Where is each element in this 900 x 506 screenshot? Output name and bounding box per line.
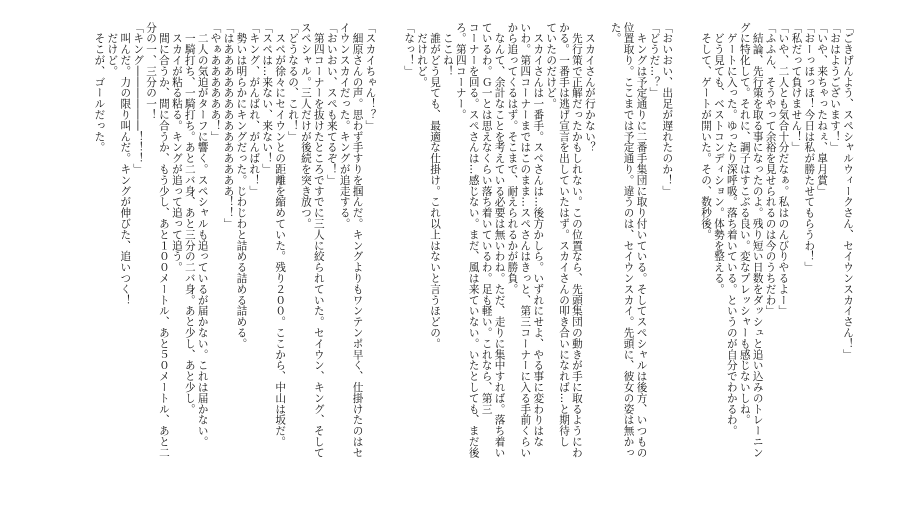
text-line: ていたのだけど。: [545, 22, 558, 110]
text-line: 「おいおい、スペも来てるぞ！」: [325, 22, 338, 186]
text-line: スペシャル。三人だけが後続を突き放つ。: [299, 22, 312, 230]
text-line: 「おはようございます！」: [829, 22, 842, 153]
text-line: どう見ても、ベストコンディション。体勢を整える。: [712, 22, 725, 295]
text-line: ゲートに入った。ゆったり深呼吸。落ち着いている。というのが自分でわかるわ。: [725, 22, 738, 437]
text-line: コーナーを回る。スペさんは…感じない。まだ、風は来ていない。いたとしても、まだ後: [467, 22, 480, 458]
text-line: 「いや、二人とも気合十分だなぁ。私はのんびりやるよー」: [777, 22, 790, 317]
text-line: 「スペは…来ない、来ない！」: [261, 22, 274, 175]
text-line: いわ。第四コーナーまではこのまま…スペさんはきっと、第三コーナーに入る手前くらい: [519, 22, 532, 458]
text-line: 「おーっほっほ！今日は私が勝たせてもらうわ！」: [803, 22, 816, 273]
vertical-text-body: [24, 22, 854, 492]
text-line: スカイさんが行かない？: [583, 22, 596, 153]
text-line: 叫んだ。力の限り叫んだ。キングが伸びた、追いつく！: [119, 22, 132, 306]
text-line: 二人の気迫がターフに響く。スペシャルも追っているが届かない。これは届かない。: [196, 22, 209, 448]
text-line: だけど。: [106, 22, 119, 77]
text-line: キングは予定通りに二番手集団に取り付いている。そしてスペシャルは後方、いつもの: [635, 22, 648, 458]
text-line: 「いや、来ちゃったねぇ、皐月賞」: [816, 22, 829, 197]
text-line: そこが、ゴールだった。: [93, 22, 106, 153]
text-line: 細原さんの声。思わず手すりを掴んだ。キングよりもワンテンポ早く、仕掛けたのはセ: [351, 22, 364, 458]
text-line: 間に合うか、間に合うか、もう少し、あと１００メートル、あと５０メートル、あと二: [157, 22, 170, 458]
text-line: 誰がどう見ても、最適な仕掛け。これ以上はないと言うほどの。: [429, 22, 441, 349]
text-line: 「どうなるの、これ！」: [287, 22, 300, 142]
text-line: 「やぁああああああ！」: [209, 22, 222, 142]
text-line: スカイが粘る粘る。キングが追って追って追う。: [170, 22, 183, 273]
text-line: 「どうだ…？」: [648, 22, 661, 99]
text-line: ているわ。Ｇ一とは思えなくらい落ち着いているわ。足も軽い。これなら、第三: [480, 22, 493, 415]
blank-line: [389, 22, 402, 492]
text-line: ろ。第四コーナー。: [454, 22, 467, 121]
text-line: 「私だって負けません！」: [790, 22, 803, 153]
blank-line: [596, 22, 609, 492]
text-line: かる。一番手は逃げ宣言を出していたはず。スカイさんの叩き合いになれば…と期待し: [558, 22, 571, 448]
text-line: 「ふふん、そうやって余裕を見せられるのは今のうちだわ」: [764, 22, 777, 317]
blank-line: [673, 22, 686, 492]
text-line: だけれど。: [416, 22, 429, 88]
blank-line: [686, 22, 699, 492]
text-line: た。: [609, 22, 622, 44]
text-line: 「ごきげんよう、スペシャルウィークさん、セイウンスカイさん！」: [842, 22, 854, 360]
text-line: 「なっ！」: [403, 22, 416, 77]
text-line: 「キング、がんばれ、がんばれ！」: [248, 22, 261, 197]
text-line: スカイさんは一番手。スペさんは…後方かしら。いずれにせよ、やる事に変わりはな: [532, 22, 545, 448]
text-line: ここね！: [441, 22, 454, 77]
text-line: 勢いは明らかにキングだった。じわじわと詰める詰める詰める。: [235, 22, 248, 349]
text-line: スペが徐々にセイウンとの距離を縮めていた。残り２００。ここから、中山は坂だ。: [274, 22, 287, 448]
text-line: イウンスカイだった。キングが追走する。: [338, 22, 351, 230]
text-line: 「はああああああああああああああ！！」: [222, 22, 235, 230]
text-line: 「おいおい、出足が遅れたのか！」: [661, 22, 674, 197]
text-line: そして、ゲートが開いた。その、数秒後。: [700, 22, 713, 240]
text-line: グに特化して。それに、調子はすこぶる良い。変なプレッシャーも感じないしね。: [738, 22, 751, 426]
text-line: なんて、余計なことを考えている必要は無いわね。ただ、走りに集中すれば。落ち着い: [493, 22, 506, 458]
text-line: 「スカイちゃん！？」: [364, 22, 377, 131]
text-line: 第四コーナーを抜けたところですでに三人に絞られていた。セイウン、キング、そして: [312, 22, 325, 458]
text-line: 結論、先行策を取る事になったのよ。残り短い日数をダッシュと追い込みのトレーニン: [751, 22, 764, 458]
text-line: 一騎打ち、一騎打ち。あと二バ身、あと三分の二バ身。あと少し、あと少し。: [183, 22, 196, 415]
text-line: 先行策で正解だったかもしれない。この位置なら、先頭集団の動きが手に取るようにわ: [570, 22, 583, 458]
text-line: から追ってくるはず。そこまで、耐えられるかが勝負。: [506, 22, 519, 295]
text-line: 位置取り。ここまでは予定通り。違うのは、セイウンスカイ。先頭に、彼女の姿は無かっ: [622, 22, 635, 458]
blank-line: [376, 22, 389, 492]
text-line: 分の一、三分の一！: [145, 22, 158, 121]
text-line: 「キング――――――！！！」: [132, 22, 145, 175]
